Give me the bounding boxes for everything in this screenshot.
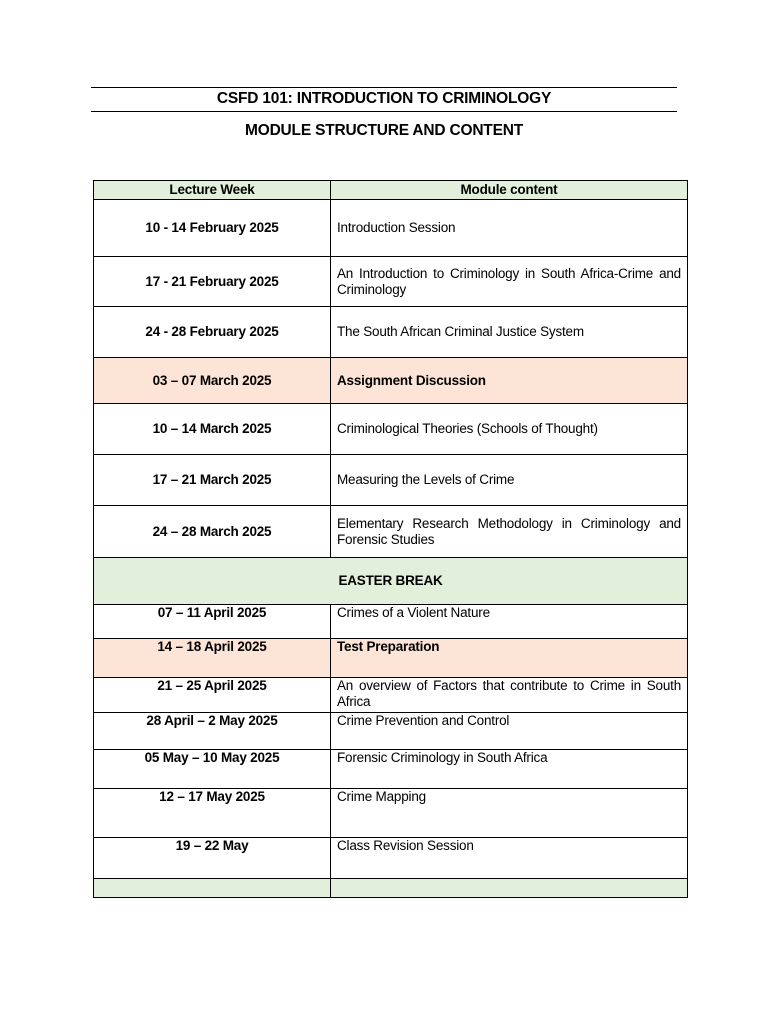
table-row: [94, 307, 688, 358]
table-row: [94, 713, 688, 750]
lecture-week-header: Lecture Week: [94, 181, 331, 200]
table-row: [94, 404, 688, 455]
table-row: [94, 605, 688, 639]
module-content-cell: Crimes of a Violent Nature: [331, 605, 688, 639]
lecture-week-cell: 21 – 25 April 2025: [94, 678, 331, 713]
lecture-week-cell: 10 - 14 February 2025: [94, 200, 331, 257]
lecture-week-cell: 03 – 07 March 2025: [94, 358, 331, 404]
top-rule: [91, 87, 677, 88]
module-content-cell: Assignment Discussion: [331, 358, 688, 404]
module-content-cell: Crime Mapping: [331, 789, 688, 838]
module-content-cell: An Introduction to Criminology in South Africa-Crime and Criminology: [331, 257, 688, 307]
table-row: [94, 678, 688, 713]
lecture-week-cell: 05 May – 10 May 2025: [94, 750, 331, 789]
table-row: [94, 838, 688, 879]
module-content-cell: Elementary Research Methodology in Criminology and Forensic Studies: [331, 506, 688, 558]
break-row: [94, 558, 688, 605]
lecture-week-cell: 17 - 21 February 2025: [94, 257, 331, 307]
table-row: [94, 200, 688, 257]
module-content-cell: Measuring the Levels of Crime: [331, 455, 688, 506]
footer-cell-content: [331, 879, 688, 898]
lecture-week-cell: 19 – 22 May: [94, 838, 331, 879]
table-row: [94, 257, 688, 307]
lecture-week-cell: 10 – 14 March 2025: [94, 404, 331, 455]
lecture-week-cell: 28 April – 2 May 2025: [94, 713, 331, 750]
footer-cell-week: [94, 879, 331, 898]
module-subtitle: MODULE STRUCTURE AND CONTENT: [245, 122, 523, 139]
module-content-cell: The South African Criminal Justice System: [331, 307, 688, 358]
module-content-cell: Criminological Theories (Schools of Thought): [331, 404, 688, 455]
table-row: [94, 455, 688, 506]
module-content-cell: Class Revision Session: [331, 838, 688, 879]
table-row: [94, 358, 688, 404]
table-row: [94, 789, 688, 838]
module-content-cell: An overview of Factors that contribute to Crime in South Africa: [331, 678, 688, 713]
schedule-table: [93, 180, 688, 898]
lecture-week-cell: 24 – 28 March 2025: [94, 506, 331, 558]
table-row: [94, 506, 688, 558]
table-row: [94, 750, 688, 789]
table-footer-row: [94, 879, 688, 898]
module-title: CSFD 101: INTRODUCTION TO CRIMINOLOGY: [216, 90, 552, 107]
module-content-cell: Test Preparation: [331, 639, 688, 678]
easter-break-label: EASTER BREAK: [94, 558, 688, 605]
table-header-row: [94, 181, 688, 200]
module-content-cell: Crime Prevention and Control: [331, 713, 688, 750]
lecture-week-cell: 17 – 21 March 2025: [94, 455, 331, 506]
module-content-cell: Introduction Session: [331, 200, 688, 257]
table-row: [94, 639, 688, 678]
lecture-week-cell: 12 – 17 May 2025: [94, 789, 331, 838]
module-content-cell: Forensic Criminology in South Africa: [331, 750, 688, 789]
title-underline: [91, 111, 677, 112]
module-content-header: Module content: [331, 181, 688, 200]
lecture-week-cell: 24 - 28 February 2025: [94, 307, 331, 358]
lecture-week-cell: 07 – 11 April 2025: [94, 605, 331, 639]
lecture-week-cell: 14 – 18 April 2025: [94, 639, 331, 678]
